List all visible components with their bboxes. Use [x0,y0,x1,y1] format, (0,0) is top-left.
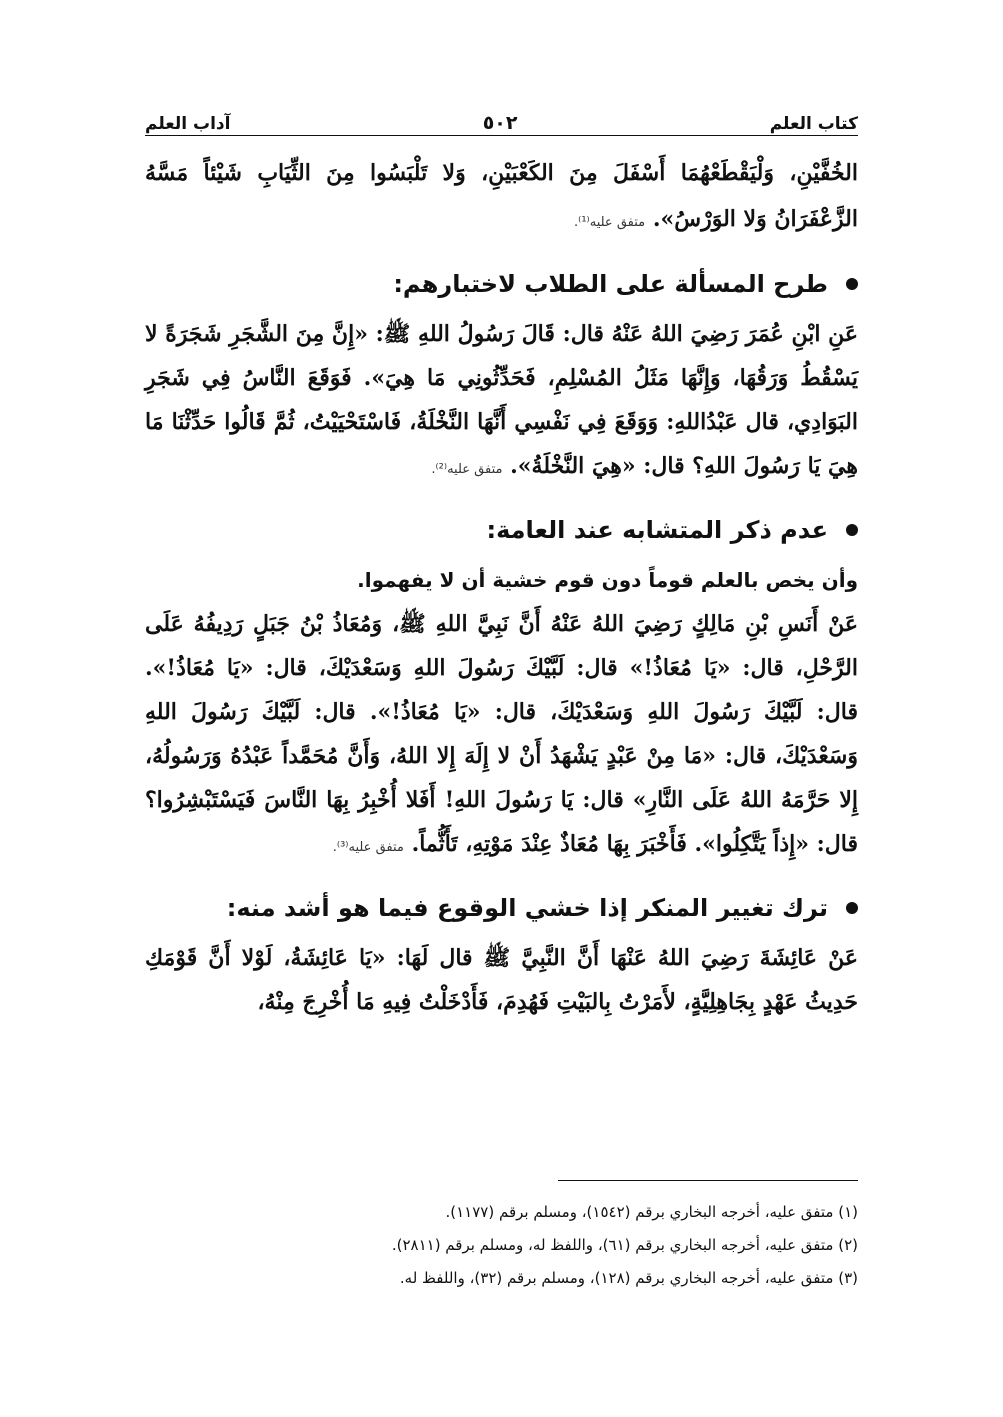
heading-text: ترك تغيير المنكر إذا خشي الوقوع فيما هو أشد منه: [226,894,828,922]
hadith-reference: متفق عليه⁽¹⁾. [574,215,646,230]
chapter-title: آداب العلم [145,114,231,134]
section-heading [145,502,858,558]
hadith-reference: متفق عليه⁽²⁾. [431,462,503,477]
page-number: ٥٠٢ [482,112,518,134]
intro-line: وأن يخص بالعلم قوماً دون قوم خشية أن لا يفهموا. [357,568,858,592]
book-title: كتاب العلم [769,114,858,134]
bullet-icon [846,524,858,536]
bullet-icon [846,278,858,290]
hadith-paragraph [145,312,858,492]
running-header [145,100,858,134]
paragraph-text: عَنْ أَنَسِ بْنِ مَالِكٍ رَضِيَ اللهُ عَنْهُ أَنَّ نَبِيَّ اللهِ ﷺ، وَمُعَاذُ بْنُ جَبَلٍ رَدِيفُهُ عَلَى الرَّحْلِ، قال: «يَا مُعَاذُ!» قال: لَبَّيْكَ رَسُولَ اللهِ وَسَعْدَيْكَ، قال: «يَا مُعَاذُ!». قال: لَبَّيْكَ رَسُولَ اللهِ وَسَعْدَيْكَ، قال: «يَا مُعَاذُ!». قال: لَبَّيْكَ رَسُولَ اللهِ وَسَعْدَيْكَ، قال: «مَا مِنْ عَبْدٍ يَشْهَدُ أَنْ لا إِلَهَ إِلا اللهُ، وَأَنَّ مُحَمَّداً عَبْدُهُ وَرَسُولُهُ، إِلا حَرَّمَهُ اللهُ عَلَى النَّارِ» قال: يَا رَسُولَ اللهِ! أَفَلا أُخْبِرُ بِهَا النَّاسَ فَيَسْتَبْشِرُوا؟ قال: «إِذاً يَتَّكِلُوا». فَأَخْبَرَ بِهَا مُعَاذٌ عِنْدَ مَوْتِهِ، تَأَثُّماً. [145,611,858,857]
footnotes [145,1196,858,1295]
header-divider [145,135,858,136]
heading-text: عدم ذكر المتشابه عند العامة: [486,516,828,544]
footnote: (٣) متفق عليه، أخرجه البخاري برقم (١٢٨)، ومسلم برقم (٣٢)، واللفظ له. [399,1269,858,1287]
page-body [145,150,858,1024]
paragraph-text: عَنِ ابْنِ عُمَرَ رَضِيَ اللهُ عَنْهُ قال: قَالَ رَسُولُ اللهِ ﷺ: «إِنَّ مِنَ الشَّجَرِ شَجَرَةً لا يَسْقُطُ وَرَقُهَا، وَإِنَّهَا مَثَلُ المُسْلِمِ، فَحَدِّثُونِي مَا هِيَ». فَوَقَعَ النَّاسُ فِي شَجَرِ البَوَادِي، قال عَبْدُاللهِ: وَوَقَعَ فِي نَفْسِي أَنَّهَا النَّخْلَةُ، فَاسْتَحْيَيْتُ، ثُمَّ قَالُوا حَدِّثْنَا مَا هِيَ يَا رَسُولَ اللهِ؟ قال: «هِيَ النَّخْلَةُ». [145,321,858,479]
footnote-divider [558,1180,858,1181]
hadith-paragraph [145,602,858,870]
section-heading [145,256,858,312]
heading-text: طرح المسألة على الطلاب لاختبارهم: [393,270,828,298]
hadith-reference: متفق عليه⁽³⁾. [332,840,404,855]
continuation-paragraph [145,150,858,246]
footnote: (١) متفق عليه، أخرجه البخاري برقم (١٥٤٢)، ومسلم برقم (١١٧٧). [445,1203,858,1221]
bullet-icon [846,902,858,914]
hadith-paragraph [145,936,858,1024]
paragraph-text: عَنْ عَائِشَةَ رَضِيَ اللهُ عَنْهَا أَنَّ النَّبِيَّ ﷺ قال لَهَا: «يَا عَائِشَةُ، لَوْلا أَنَّ قَوْمَكِ حَدِيثُ عَهْدٍ بِجَاهِلِيَّةٍ، لأَمَرْتُ بِالبَيْتِ فَهُدِمَ، فَأَدْخَلْتُ فِيهِ مَا أُخْرِجَ مِنْهُ، [145,945,858,1015]
section-heading [145,880,858,936]
footnote: (٢) متفق عليه، أخرجه البخاري برقم (٦١)، واللفظ له، ومسلم برقم (٢٨١١). [391,1236,858,1254]
paragraph-text: الخُفَّيْنِ، وَلْيَقْطَعْهُمَا أَسْفَلَ مِنَ الكَعْبَيْنِ، وَلا تَلْبَسُوا مِنَ الثِّيَابِ شَيْئاً مَسَّهُ الزَّعْفَرَانُ وَلا الوَرْسُ». [145,160,858,232]
